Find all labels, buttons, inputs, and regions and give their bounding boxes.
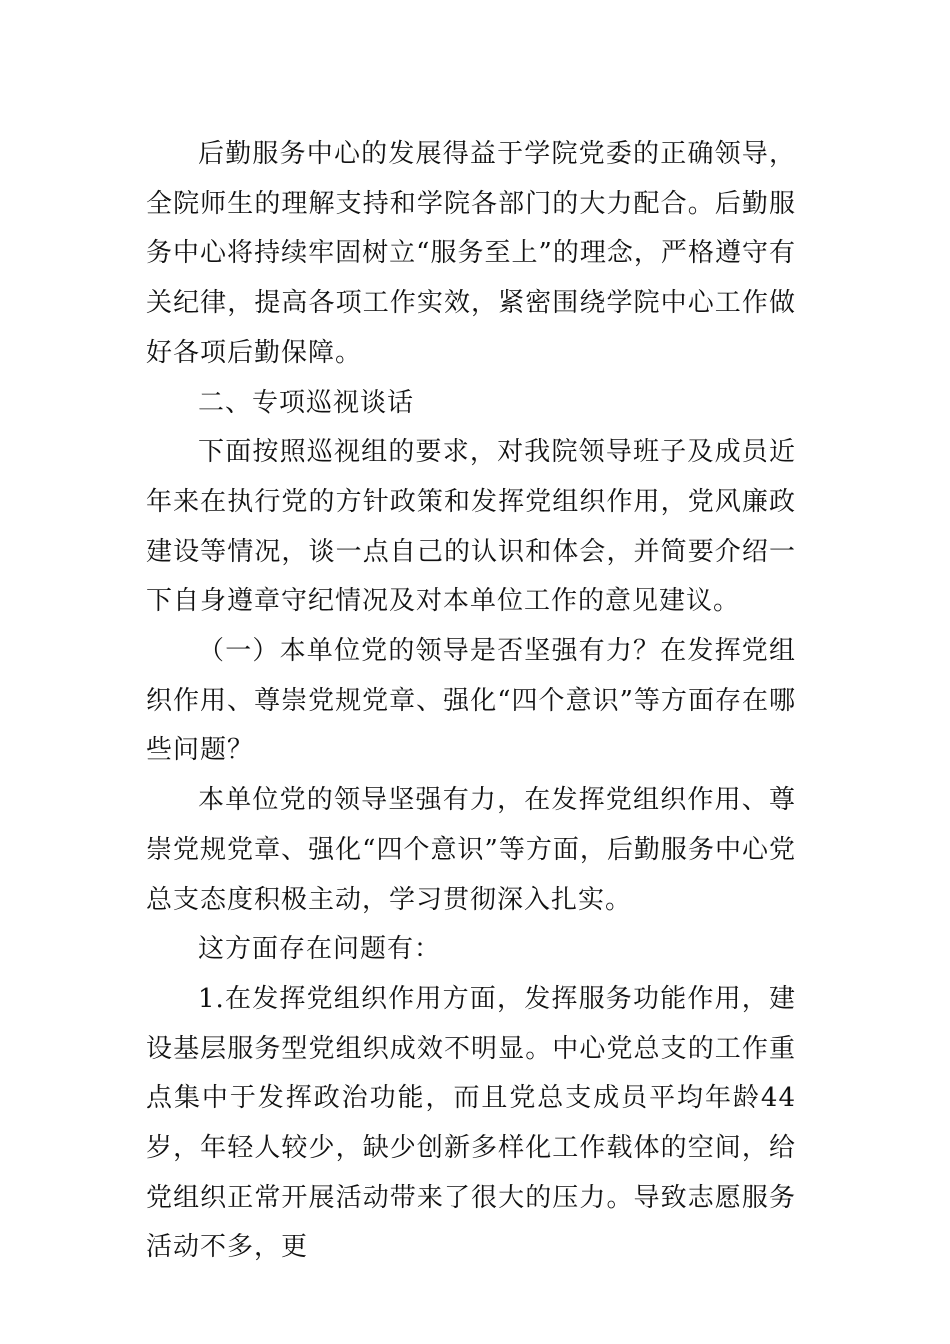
paragraph-existing-problems: 这方面存在问题有：: [198, 934, 442, 965]
paragraph-logistics-development: 后勤服务中心的发展得益于学院党委的正确领导，全院师生的理解支持和学院各部门的大力配合。后勤服务中心将持续牢固树立“服务至上”的理念，严格遵守有关纪律，提高各项工作实效，紧密围绕学院中心工作做好各项后勤保障。: [146, 139, 796, 368]
paragraph-inspection-requirements: 下面按照巡视组的要求，对我院领导班子及成员近年来在执行党的方针政策和发挥党组织作用，党风廉政建设等情况，谈一点自己的认识和体会，并简要介绍一下自身遵章守纪情况及对本单位工作的意见建议。: [146, 437, 796, 617]
section-heading-inspection-talk: 二、专项巡视谈话: [198, 387, 415, 418]
paragraph-party-leadership: 本单位党的领导坚强有力，在发挥党组织作用、尊崇党规党章、强化“四个意识”等方面，后勤服务中心党总支态度积极主动，学习贯彻深入扎实。: [146, 785, 796, 915]
document-body: [146, 130, 796, 1273]
paragraph-problem-one: 1.在发挥党组织作用方面，发挥服务功能作用，建设基层服务型党组织成效不明显。中心党总支的工作重点集中于发挥政治功能，而且党总支成员平均年龄44岁，年轻人较少，缺少创新多样化工作载体的空间，给党组织正常开展活动带来了很大的压力。导致志愿服务活动不多，更: [146, 983, 796, 1263]
subheading-question-one: （一）本单位党的领导是否坚强有力？在发挥党组织作用、尊崇党规党章、强化“四个意识”等方面存在哪些问题？: [146, 636, 796, 766]
